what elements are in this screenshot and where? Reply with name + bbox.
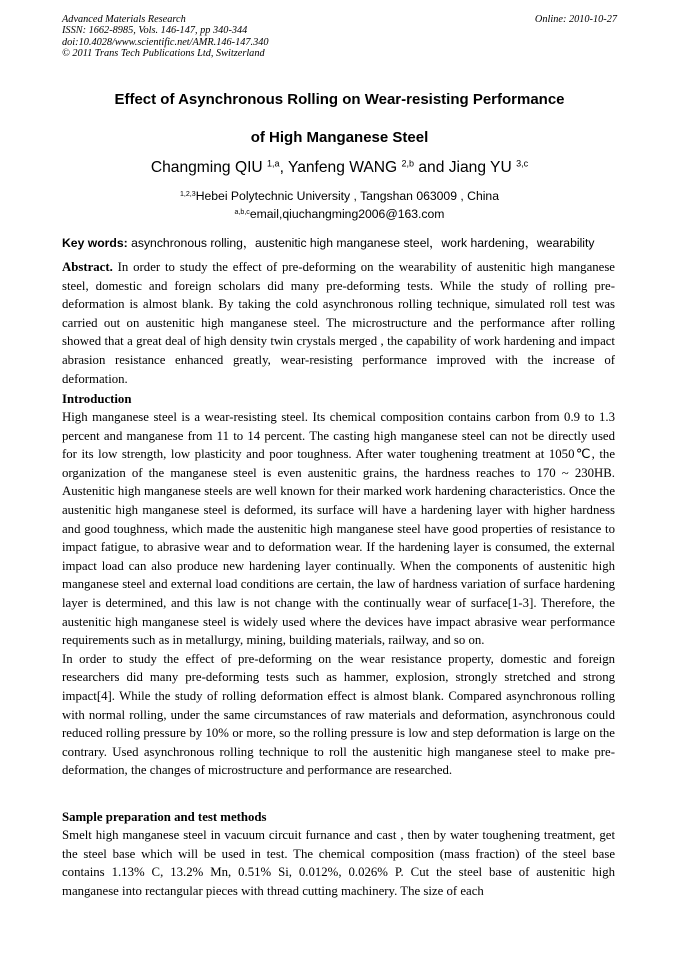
copyright-line: © 2011 Trans Tech Publications Ltd, Switzerland — [62, 48, 265, 60]
introduction-heading: Introduction — [62, 392, 132, 406]
affiliation-line — [62, 189, 617, 203]
abstract-label: Abstract. — [62, 260, 113, 274]
email-superscript: a,b,c — [234, 208, 250, 216]
author-name: and Jiang YU — [414, 159, 517, 176]
email-line — [62, 207, 617, 221]
online-date: Online: 2010-10-27 — [534, 14, 617, 25]
doi-line: doi:10.4028/www.scientific.net/AMR.146-147.340 — [62, 36, 269, 48]
paper-title-line-1: Effect of Asynchronous Rolling on Wear-resisting Performance — [114, 91, 565, 108]
author-name: Changming QIU — [150, 159, 267, 176]
author-superscript: 3,c — [516, 158, 529, 169]
keywords — [62, 234, 622, 251]
paper-title-line-2: of High Manganese Steel — [250, 129, 429, 146]
issn-line: ISSN: 1662-8985, Vols. 146-147, pp 340-344 — [62, 25, 248, 37]
abstract-text: In order to study the effect of pre-deforming on the wearability of austenitic high manganese steel, domestic and foreign scholars did many pre-deforming tests. While the study of rolling pre-deformation is almost blank. By taking the cold asynchronous rolling technique, simulated roll test was carried out on austenitic high manganese steel. The microstructure and the performance after rolling showed that a great deal of high density twin crystals merged , the capability of work hardening and impact abrasion resistance enhanced greatly, wear-resisting performance improved with the increase of deformation. — [62, 260, 615, 386]
author-superscript: 2,b — [401, 158, 415, 169]
keywords-label: Key words: — [62, 236, 128, 250]
abstract — [62, 258, 615, 388]
affiliation-superscript: 1,2,3 — [179, 190, 196, 198]
author-list — [62, 159, 617, 177]
sample-heading: Sample preparation and test methods — [62, 810, 267, 824]
journal-name: Advanced Materials Research — [62, 14, 186, 25]
introduction-paragraph-2: In order to study the effect of pre-deforming on the wear resistance property, domestic and foreign researchers did many pre-deforming tests such as hammer, explosion, strongly stretched and strong impact[4]. While the study of rolling deformation effect is almost blank. Compared asynchronous rolling with normal rolling, under the same circumstances of raw materials and deformation, asynchronous could reduced rolling pressure by 10% or more, so the rolling pressure is low and step deformation is large on the contrary. Used asynchronous rolling technique to roll the austenitic high manganese steel to make pre-deformation, the changes of microstructure and performance are researched. — [62, 651, 615, 778]
author-superscript: 1,a — [267, 158, 280, 169]
affiliation-text: Hebei Polytechnic University , Tangshan 063009 , China — [195, 189, 499, 203]
journal-header — [62, 14, 617, 60]
keywords-text: asynchronous rolling，austenitic high manganese steel，work hardening，wearability — [127, 236, 595, 250]
email-text: email,qiuchangming2006@163.com — [249, 207, 445, 221]
author-name: , Yanfeng WANG — [279, 159, 402, 176]
sample-body — [62, 826, 615, 900]
introduction-paragraph-1: High manganese steel is a wear-resisting steel. Its chemical composition contains carbon from 0.9 to 1.3 percent and manganese from 11 to 14 percent. The casting high manganese steel can not be directly used for its low strength, low plasticity and poor toughness. After water toughening treatment at 1050℃, the organization of the manganese steel is even austenitic grains, the hardness reaches to 170 ~ 230HB. Austenitic high manganese steels are well known for their marked work hardening characteristics. Once the austenitic high manganese steel is deformed, its surface will have a hardening layer with higher hardness and good toughness, which made the austenitic high manganese steel have good properties of resistance to impact fatigue, to abrasive wear and to deformation wear. If the hardening layer is consumed, the external impact load can also produce new hardening layer continually. When the components of austenitic high manganese steel and external load conditions are certain, the law of hardness variation of surface hardening layer is determined, and this law is not change with the continually wear of surface[1-3]. Therefore, the austenitic high manganese steel is widely used where the devices have impact abrasive wear performance requirements such as in metallurgy, mining, building materials, railway, and so on. — [62, 410, 615, 648]
introduction-body — [62, 408, 615, 780]
sample-paragraph-1: Smelt high manganese steel in vacuum circuit furnance and cast , then by water toughening treatment, get the steel base which will be used in test. The chemical composition (mass fraction) of the steel base contains 1.13% C, 13.2% Mn, 0.51% Si, 0.012%, 0.026% P. Cut the steel base of austenitic high manganese into rectangular pieces with thread cutting machinery. The size of each — [62, 828, 615, 898]
